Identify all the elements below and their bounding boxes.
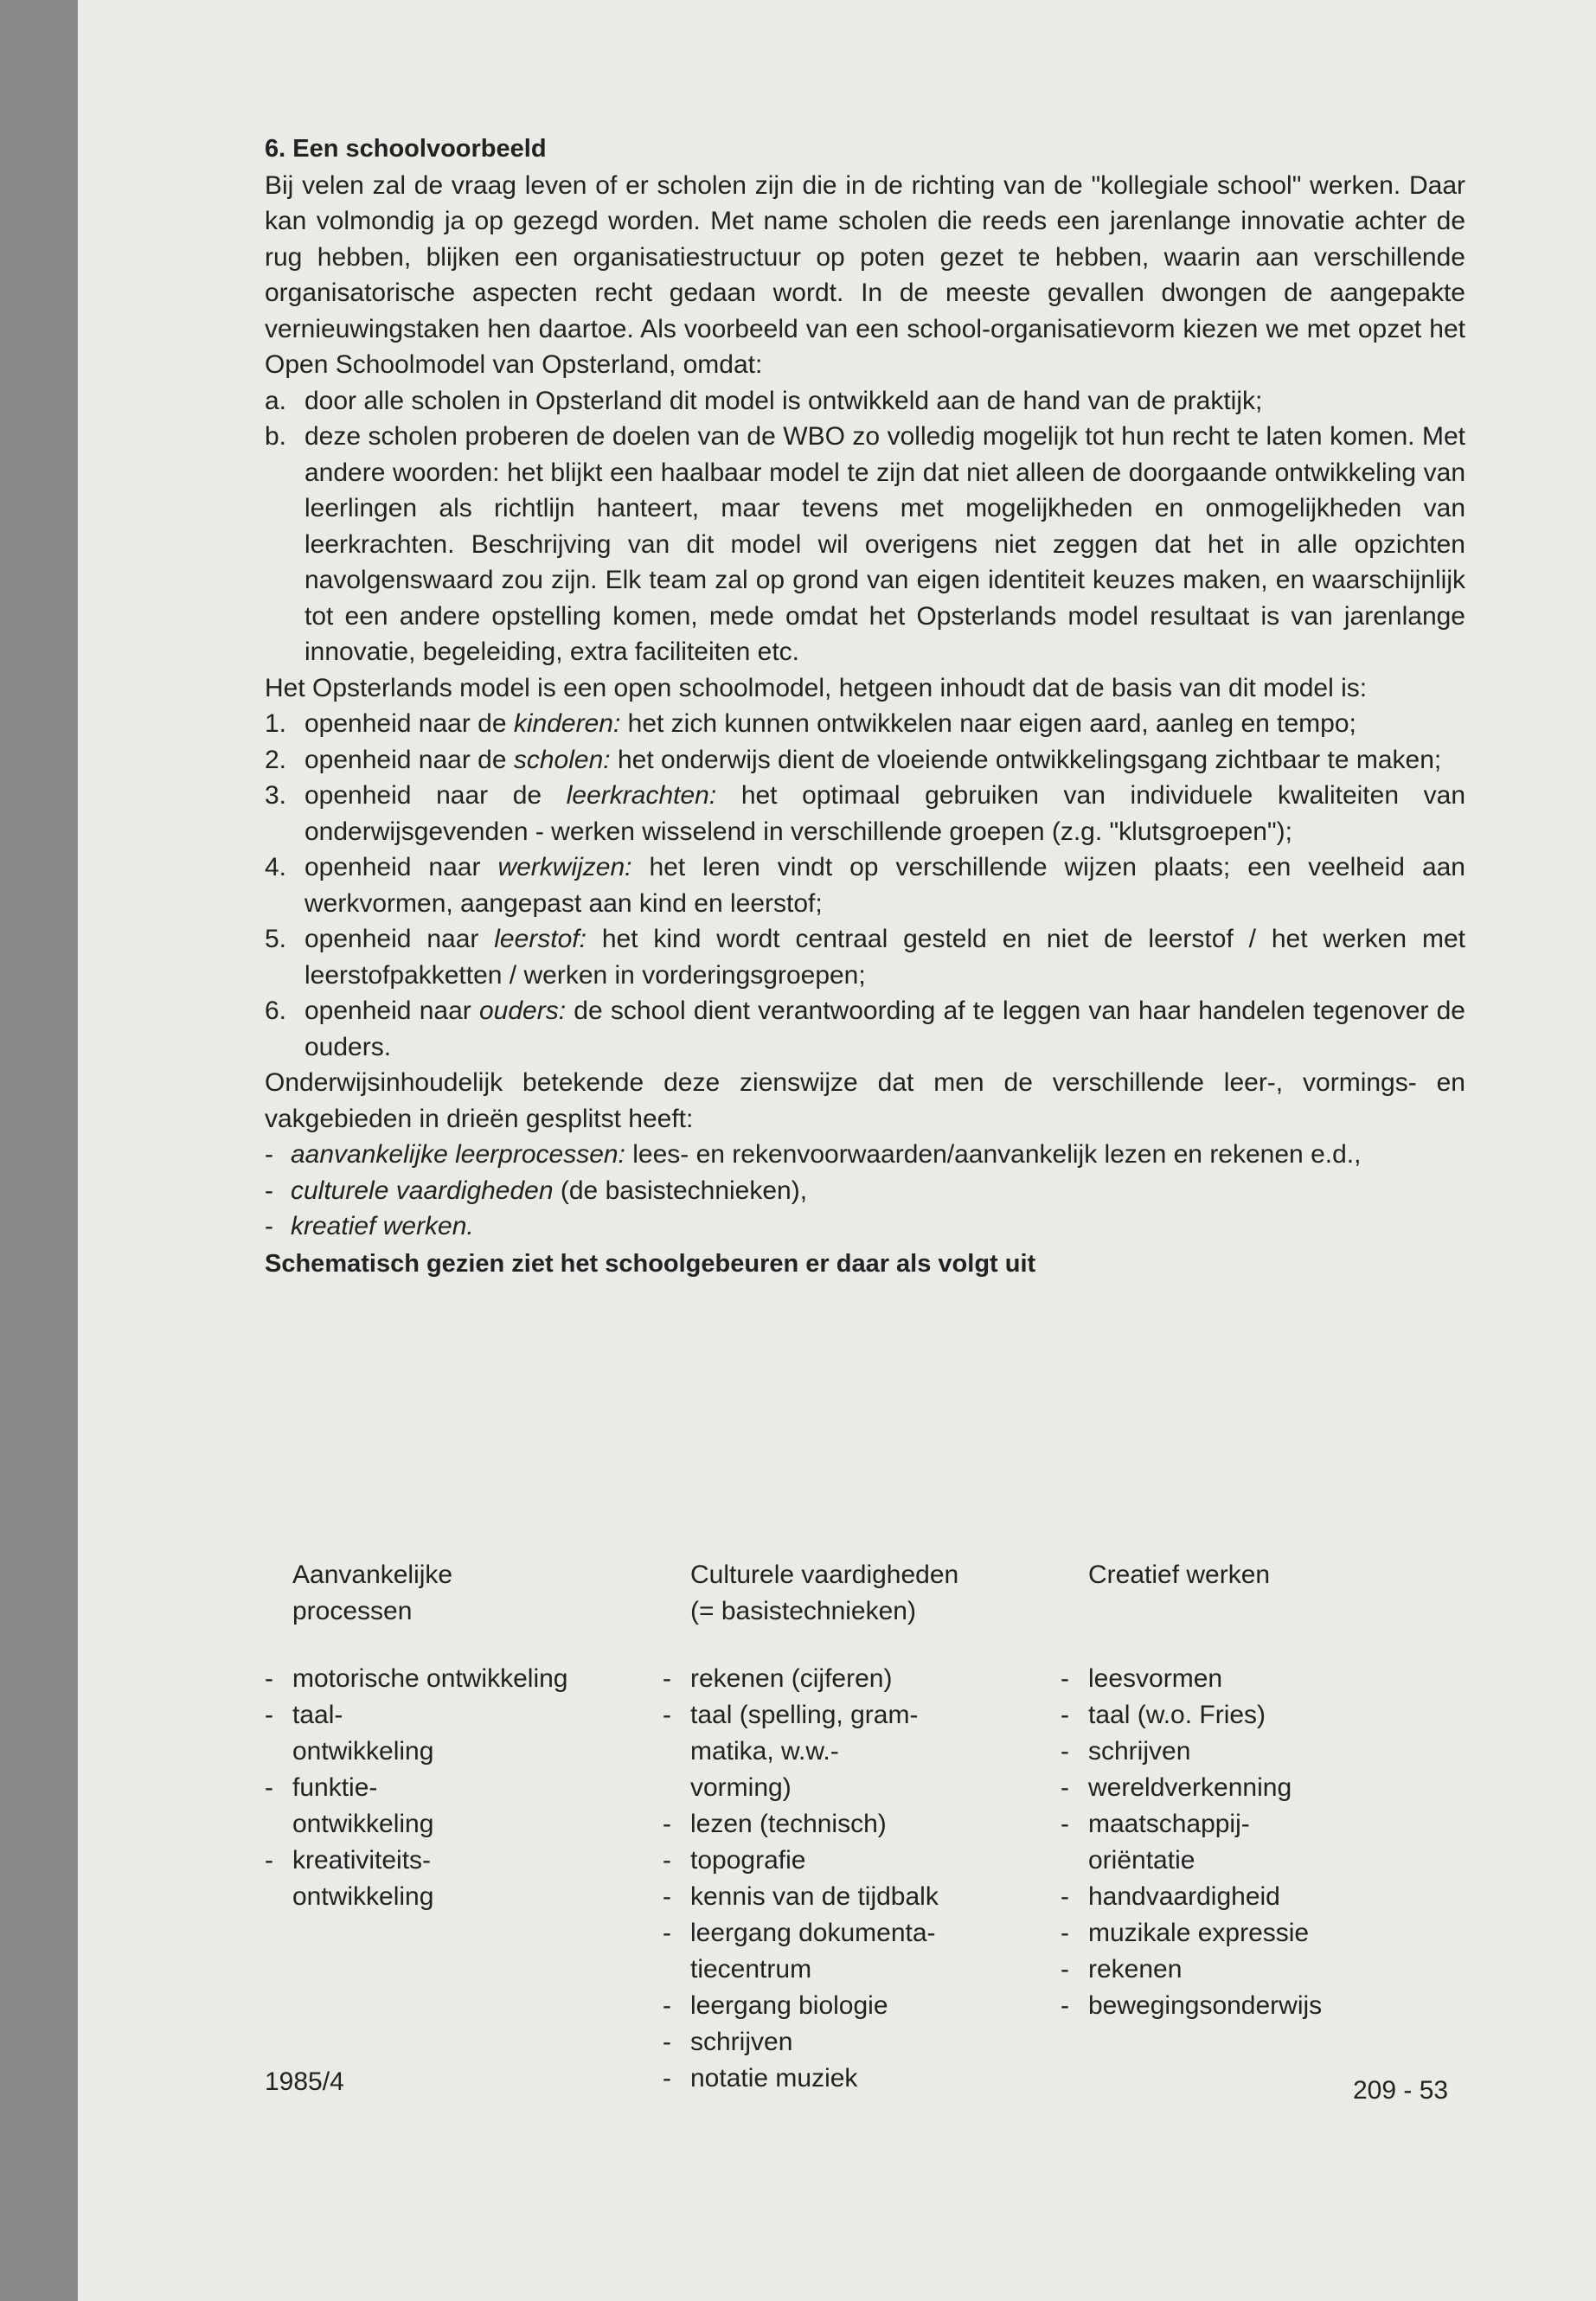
- list-item: - kennis van de tijdbalk: [663, 1879, 1035, 1915]
- item-text: topografie: [690, 1846, 806, 1875]
- item-number: 4.: [265, 853, 287, 881]
- item-number: 6.: [265, 997, 287, 1025]
- list-item: - taal- ontwikkeling: [265, 1697, 645, 1770]
- section-heading: [265, 131, 1465, 168]
- document-page: [78, 0, 1596, 2301]
- list-item: - bewegingsonderwijs: [1061, 1988, 1458, 2024]
- list-item: - aanvankelijke leerprocessen: lees- en rekenvoorwaarden/aanvankelijk lezen en rekenen e.d.,: [265, 1140, 1362, 1169]
- item-pre: openheid naar: [304, 997, 479, 1025]
- list-item: - leesvormen: [1061, 1661, 1458, 1697]
- item-text: lezen (technisch): [690, 1810, 887, 1838]
- item-text: taal (spelling, gram- matika, w.w.- vorming): [690, 1701, 919, 1802]
- column-header-line: Culturele vaardigheden: [690, 1561, 959, 1589]
- reasons-list: [265, 383, 1465, 670]
- list-item: - kreativiteits- ontwikkeling: [265, 1843, 645, 1915]
- list-item: [265, 778, 1465, 849]
- column-header-line: (= basistechnieken): [690, 1597, 916, 1625]
- list-item: - taal (spelling, gram- matika, w.w.- vorming): [663, 1697, 1035, 1806]
- item-pre: openheid naar de: [304, 709, 514, 738]
- item-pre: openheid naar: [304, 853, 498, 881]
- item-term: scholen:: [513, 745, 611, 774]
- schema-column-aanvankelijk: [265, 1557, 645, 1915]
- item-text: leergang biologie: [690, 1991, 888, 2020]
- item-term: werkwijzen:: [497, 853, 632, 881]
- schema-column-creatief: [1061, 1557, 1458, 2024]
- list-item: - rekenen: [1061, 1952, 1458, 1988]
- list-item: - topografie: [663, 1843, 1035, 1879]
- item-text: notatie muziek: [690, 2064, 858, 2093]
- item-text: taal (w.o. Fries): [1088, 1701, 1266, 1729]
- item-rest: het onderwijs dient de vloeiende ontwikkelingsgang zichtbaar te maken;: [610, 745, 1442, 774]
- column-header: [663, 1557, 1035, 1661]
- list-item: [265, 706, 1465, 742]
- item-label: b.: [265, 422, 287, 451]
- item-number: 5.: [265, 925, 287, 953]
- list-item: [265, 993, 1465, 1065]
- item-text: taal- ontwikkeling: [292, 1701, 434, 1766]
- page-number: 209 - 53: [1353, 2076, 1449, 2105]
- item-text: kreativiteits- ontwikkeling: [292, 1846, 434, 1911]
- item-text: schrijven: [1088, 1737, 1191, 1766]
- list-item: - taal (w.o. Fries): [1061, 1697, 1458, 1734]
- openness-list: [265, 706, 1465, 1065]
- item-rest: het kind wordt centraal gesteld en niet de leerstof / het werken met leerstofpakketten / werken in vorderingsgroepen;: [304, 925, 1465, 990]
- item-pre: openheid naar: [304, 925, 495, 953]
- item-rest: het leren vindt op verschillende wijzen plaats; een veelheid aan werkvormen, aangepast aan kind en leerstof;: [304, 853, 1465, 918]
- item-term: aanvankelijke leerprocessen:: [291, 1140, 625, 1169]
- section-number: 6.: [265, 135, 286, 163]
- item-text: kennis van de tijdbalk: [690, 1882, 939, 1911]
- issue-number: 1985/4: [265, 2067, 344, 2096]
- item-text: deze scholen proberen de doelen van de WBO zo volledig mogelijk tot hun recht te laten komen. Met andere woorden: het blijkt een haalbaar model te zijn dat niet alleen de doorgaande ontwikkeling van leerlingen als richtlijn hanteert, maar tevens met mogelijkheden en onmogelijkheden van leerkrachten. Beschrijving van dit model wil overigens niet zeggen dat het in alle opzichten navolgenswaard zou zijn. Elk team zal op grond van eigen identiteit keuzes maken, en waarschijnlijk tot een andere opstelling komen, mede omdat het Opsterlands model resultaat is van jarenlange innovatie, begeleiding, extra faciliteiten etc.: [304, 422, 1465, 666]
- column-header-line: Creatief werken: [1088, 1561, 1271, 1589]
- item-text: leergang dokumenta- tiecentrum: [690, 1919, 936, 1984]
- list-item: - rekenen (cijferen): [663, 1661, 1035, 1697]
- item-pre: openheid naar de: [304, 745, 514, 774]
- section-title: Een schoolvoorbeeld: [292, 135, 547, 163]
- item-number: 3.: [265, 781, 287, 810]
- item-number: 1.: [265, 709, 287, 738]
- list-item: [265, 383, 1465, 420]
- item-rest: de school dient verantwoording af te leggen van haar handelen tegenover de ouders.: [304, 997, 1465, 1061]
- item-term: ouders:: [478, 997, 567, 1025]
- list-item: - leergang dokumenta- tiecentrum: [663, 1915, 1035, 1988]
- column-header-line: Aanvankelijke: [292, 1561, 453, 1589]
- list-item: - wereldverkenning: [1061, 1770, 1458, 1806]
- division-list: [265, 1137, 1465, 1245]
- schema-column-cultureel: [663, 1557, 1035, 2097]
- item-text: bewegingsonderwijs: [1088, 1991, 1323, 2020]
- list-item: - muzikale expressie: [1061, 1915, 1458, 1952]
- item-text: rekenen (cijferen): [690, 1664, 893, 1693]
- item-term: leerkrachten:: [566, 781, 717, 810]
- list-item: - lezen (technisch): [663, 1806, 1035, 1843]
- item-rest: het zich kunnen ontwikkelen naar eigen aard, aanleg en tempo;: [620, 709, 1356, 738]
- list-item: [265, 921, 1465, 993]
- item-text: leesvormen: [1088, 1664, 1223, 1693]
- item-text: schrijven: [690, 2028, 793, 2056]
- item-rest: het optimaal gebruiken van individuele kwaliteiten van onderwijsgevenden - werken wisselend in verschillende groepen (z.g. "klutsgroepen");: [304, 781, 1466, 846]
- list-item: [265, 742, 1465, 779]
- intro-paragraph: Bij velen zal de vraag leven of er scholen zijn die in de richting van de "kollegiale school" werken. Daar kan volmondig ja op gezegd worden. Met name scholen die reeds een jarenlange innovatie achter de rug hebben, blijken een organisatiestructuur op poten gezet te hebben, waarin aan verschillende organisatorische aspecten recht gedaan wordt. In de meeste gevallen dwongen de aangepakte vernieuwingstaken hen daartoe. Als voorbeeld van een school-organisatievorm kiezen we met opzet het Open Schoolmodel van Opsterland, omdat:: [265, 170, 1465, 379]
- division-intro: Onderwijsinhoudelijk betekende deze zienswijze dat men de verschillende leer-, vormings- en vakgebieden in drieën gesplitst heeft:: [265, 1068, 1465, 1133]
- list-item: - notatie muziek: [663, 2061, 1035, 2097]
- list-item: - maatschappij- oriëntatie: [1061, 1806, 1458, 1879]
- item-term: kinderen:: [513, 709, 621, 738]
- item-text: door alle scholen in Opsterland dit model is ontwikkeld aan de hand van de praktijk;: [304, 386, 1263, 415]
- list-item: [265, 419, 1465, 670]
- item-text: maatschappij- oriëntatie: [1088, 1810, 1250, 1875]
- list-item: - kreatief werken.: [265, 1212, 474, 1240]
- column-header: [1061, 1557, 1458, 1661]
- item-term: culturele vaardigheden: [291, 1176, 554, 1205]
- item-number: 2.: [265, 745, 287, 774]
- item-text: funktie- ontwikkeling: [292, 1773, 434, 1838]
- item-term: leerstof:: [494, 925, 586, 953]
- column-header-line: processen: [292, 1597, 413, 1625]
- list-item: - culturele vaardigheden (de basistechnieken),: [265, 1176, 808, 1205]
- item-text: muzikale expressie: [1088, 1919, 1310, 1947]
- item-text: handvaardigheid: [1088, 1882, 1280, 1911]
- list-item: - funktie- ontwikkeling: [265, 1770, 645, 1843]
- list-item: - schrijven: [663, 2024, 1035, 2061]
- model-intro: Het Opsterlands model is een open schoolmodel, hetgeen inhoudt dat de basis van dit model is:: [265, 673, 1368, 702]
- list-item: - handvaardigheid: [1061, 1879, 1458, 1915]
- list-item: [265, 849, 1465, 921]
- item-pre: openheid naar de: [304, 781, 567, 810]
- item-rest: (de basistechnieken),: [553, 1176, 808, 1205]
- schema-heading: Schematisch gezien ziet het schoolgebeuren er daar als volgt uit: [265, 1249, 1036, 1278]
- item-rest: lees- en rekenvoorwaarden/aanvankelijk lezen en rekenen e.d.,: [625, 1140, 1362, 1169]
- list-item: - leergang biologie: [663, 1988, 1035, 2024]
- column-header: [265, 1557, 645, 1661]
- item-label: a.: [265, 386, 287, 415]
- list-item: - motorische ontwikkeling: [265, 1661, 645, 1697]
- list-item: - schrijven: [1061, 1734, 1458, 1770]
- item-text: motorische ontwikkeling: [292, 1664, 568, 1693]
- page-body: [265, 131, 1465, 1282]
- item-text: wereldverkenning: [1088, 1773, 1292, 1802]
- item-term: kreatief werken.: [291, 1212, 474, 1240]
- item-text: rekenen: [1088, 1955, 1183, 1984]
